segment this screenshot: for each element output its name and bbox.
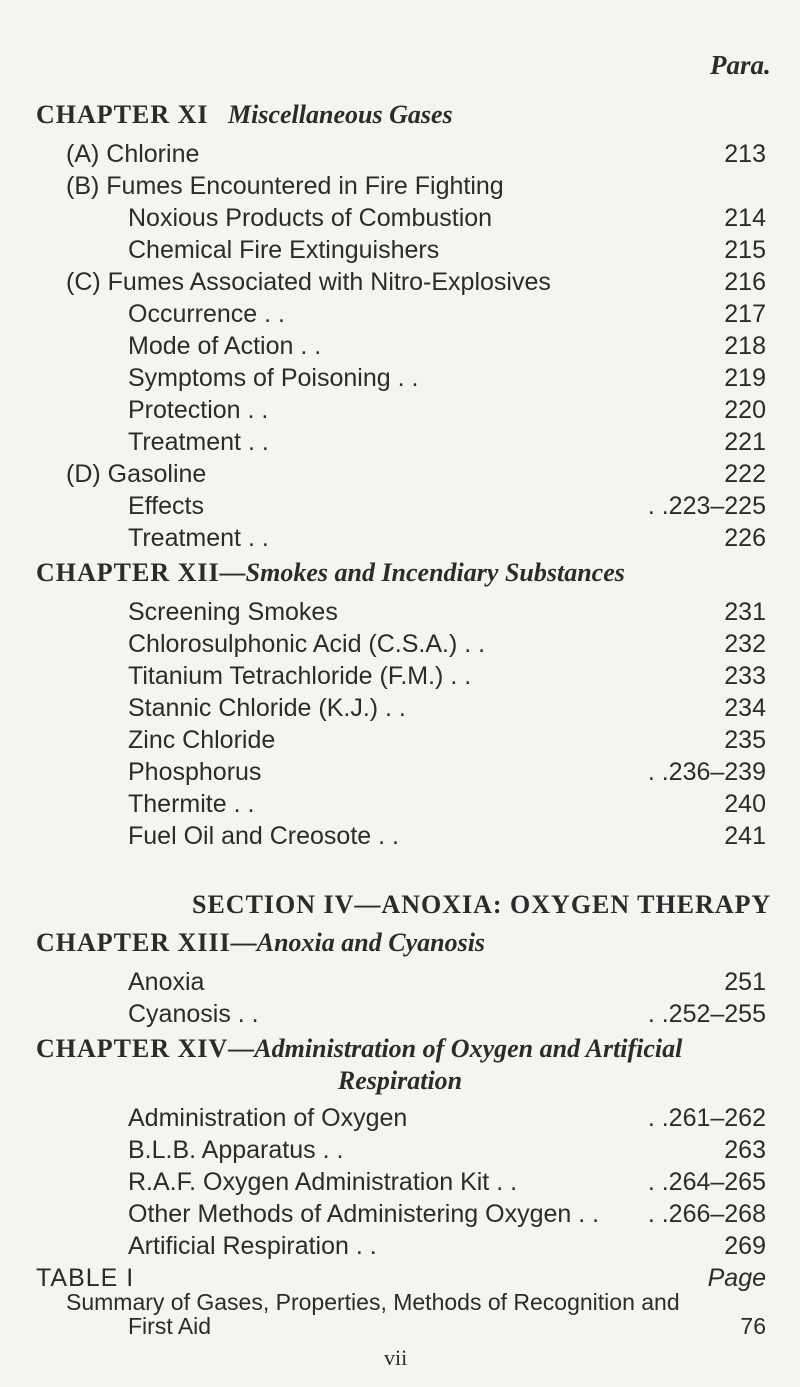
toc-entry (0, 1310, 800, 1342)
chapter-title: —Administration of Oxygen and Artificial (228, 1034, 683, 1063)
entry-title: Anoxia (128, 968, 205, 996)
entry-page: . .261–262 (647, 1104, 766, 1132)
toc-entry (0, 522, 800, 554)
entry-title: (D) Gasoline (66, 460, 207, 488)
entry-title: Titanium Tetrachloride (F.M.) . . (128, 662, 472, 690)
entry-page: 217 (724, 300, 766, 328)
entry-title: (B) Fumes Encountered in Fire Fighting (66, 172, 504, 200)
toc-entry (0, 490, 800, 522)
toc-entry (0, 628, 800, 660)
chapter-12-heading (36, 558, 625, 588)
entry-page: 233 (724, 662, 766, 690)
entry-title: Screening Smokes (128, 598, 338, 626)
chapter-number: CHAPTER XI (36, 100, 209, 129)
entry-page: 219 (724, 364, 766, 392)
entry-page: 263 (724, 1136, 766, 1164)
toc-entry (0, 362, 800, 394)
entry-page: 269 (724, 1232, 766, 1260)
entry-page: 232 (724, 630, 766, 658)
toc-entry (0, 426, 800, 458)
toc-entry (0, 138, 800, 170)
chapter-13-heading (36, 928, 485, 958)
entry-page: 226 (724, 524, 766, 552)
entry-title: (A) Chlorine (66, 140, 200, 168)
entry-title: Thermite . . (128, 790, 255, 818)
entry-page: 234 (724, 694, 766, 722)
toc-entry (0, 1198, 800, 1230)
toc-entry (0, 998, 800, 1030)
toc-entry (0, 660, 800, 692)
entry-title: Cyanosis . . (128, 1000, 259, 1028)
entry-title: Fuel Oil and Creosote . . (128, 822, 399, 850)
toc-entry (0, 1102, 800, 1134)
page-column-heading: Page (707, 1264, 766, 1292)
chapter-title: Miscellaneous Gases (228, 100, 453, 129)
toc-entry (0, 234, 800, 266)
entry-title: First Aid (128, 1313, 212, 1339)
entry-page: 221 (724, 428, 766, 456)
entry-title: Treatment . . (128, 428, 269, 456)
entry-title: Symptoms of Poisoning . . (128, 364, 419, 392)
toc-entry (0, 1134, 800, 1166)
entry-page: 76 (740, 1313, 766, 1339)
toc-entry (0, 692, 800, 724)
entry-title: Mode of Action . . (128, 332, 322, 360)
entry-title: (C) Fumes Associated with Nitro-Explosives (66, 268, 551, 296)
entry-title: Zinc Chloride (128, 726, 276, 754)
entry-page: . .266–268 (647, 1200, 766, 1228)
chapter-number: CHAPTER XII (36, 558, 220, 587)
entry-title: Other Methods of Administering Oxygen . . (128, 1200, 600, 1228)
chapter-number: CHAPTER XIII (36, 928, 231, 957)
chapter-14-heading (36, 1034, 682, 1064)
entry-title: Protection . . (128, 396, 269, 424)
para-column-heading: Para. (710, 50, 771, 80)
entry-page: . .223–225 (647, 492, 766, 520)
entry-page: . .236–239 (647, 758, 766, 786)
chapter-number: CHAPTER XIV (36, 1034, 229, 1063)
entry-page: . .252–255 (647, 1000, 766, 1028)
entry-page: 241 (724, 822, 766, 850)
entry-title: Effects (128, 492, 204, 520)
entry-title: R.A.F. Oxygen Administration Kit . . (128, 1168, 518, 1196)
entry-title: Stannic Chloride (K.J.) . . (128, 694, 406, 722)
page-folio: vii (384, 1345, 408, 1370)
entry-page: 216 (724, 268, 766, 296)
section-heading: SECTION IV—ANOXIA: OXYGEN THERAPY (192, 890, 772, 919)
toc-entry (0, 724, 800, 756)
entry-page: 240 (724, 790, 766, 818)
entry-title: Occurrence . . (128, 300, 285, 328)
entry-title: Treatment . . (128, 524, 269, 552)
entry-page: 218 (724, 332, 766, 360)
toc-entry (0, 202, 800, 234)
entry-title: Chlorosulphonic Acid (C.S.A.) . . (128, 630, 486, 658)
entry-title: Chemical Fire Extinguishers (128, 236, 440, 264)
toc-entry (0, 788, 800, 820)
toc-entry (0, 394, 800, 426)
toc-entry (0, 1166, 800, 1198)
table-1-label: TABLE I (36, 1264, 135, 1292)
toc-entry (0, 458, 800, 490)
chapter-title: —Smokes and Incendiary Substances (219, 558, 625, 587)
entry-title: Phosphorus (128, 758, 262, 786)
entry-title: Noxious Products of Combustion (128, 204, 493, 232)
entry-title: Administration of Oxygen (128, 1104, 408, 1132)
entry-page: 251 (724, 968, 766, 996)
chapter-title: —Anoxia and Cyanosis (230, 928, 486, 957)
chapter-title: Respiration (337, 1066, 463, 1095)
toc-entry (0, 966, 800, 998)
toc-entry (0, 330, 800, 362)
toc-entry (0, 820, 800, 852)
entry-page: 215 (724, 236, 766, 264)
toc-entry (0, 298, 800, 330)
toc-entry (0, 1230, 800, 1262)
toc-entry (0, 756, 800, 788)
toc-entry (0, 596, 800, 628)
entry-page: . .264–265 (647, 1168, 766, 1196)
chapter-14-heading-continued (0, 1066, 800, 1096)
entry-page: 220 (724, 396, 766, 424)
entry-page: 213 (724, 140, 766, 168)
chapter-11-heading (36, 100, 453, 130)
entry-title: Artificial Respiration . . (128, 1232, 377, 1260)
toc-entry (0, 170, 800, 202)
entry-page: 222 (724, 460, 766, 488)
entry-title: Summary of Gases, Properties, Methods of Recognition and (66, 1289, 680, 1315)
entry-title: B.L.B. Apparatus . . (128, 1136, 344, 1164)
toc-entry (0, 266, 800, 298)
entry-page: 231 (724, 598, 766, 626)
entry-page: 235 (724, 726, 766, 754)
entry-page: 214 (724, 204, 766, 232)
